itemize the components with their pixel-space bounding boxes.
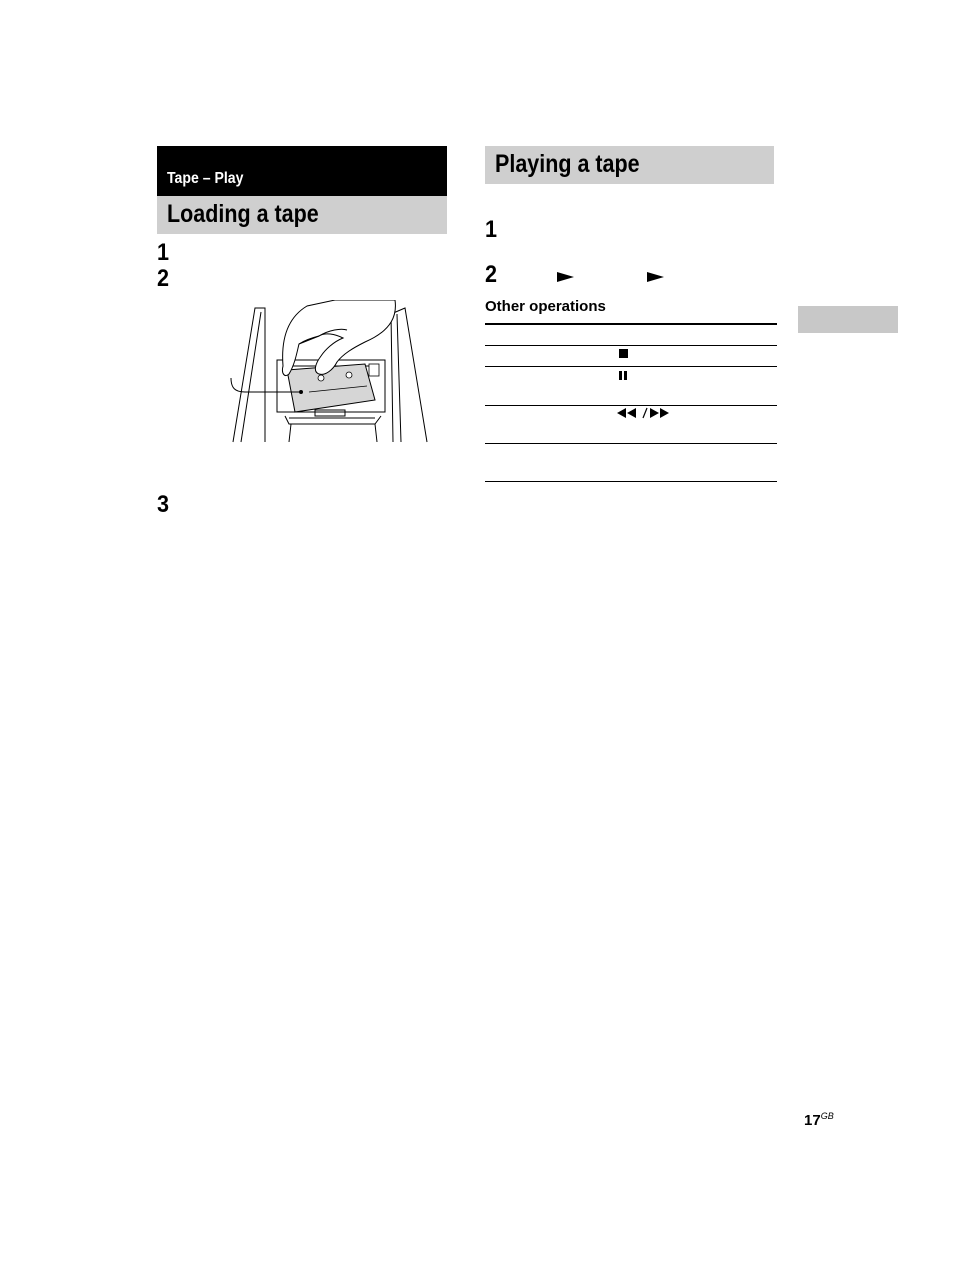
table-bottom-rule bbox=[485, 481, 777, 482]
section-label: Tape – Play bbox=[167, 170, 244, 187]
table-row-divider bbox=[485, 366, 777, 367]
loading-tape-title-bar bbox=[157, 196, 447, 234]
playing-step-1: 1 bbox=[485, 216, 498, 243]
cassette-loading-illustration bbox=[225, 300, 435, 446]
page-number-suffix: GB bbox=[820, 1111, 834, 1121]
other-operations-heading: Other operations bbox=[485, 298, 606, 315]
table-top-rule bbox=[485, 323, 777, 325]
chapter-side-tab bbox=[798, 306, 898, 333]
playing-tape-title: Playing a tape bbox=[495, 150, 640, 178]
stop-icon bbox=[619, 349, 628, 358]
rewind-fastforward-icon bbox=[617, 407, 671, 419]
loading-step-1: 1 bbox=[157, 239, 170, 266]
play-icon bbox=[557, 272, 574, 282]
playing-tape-title-bar bbox=[485, 146, 774, 184]
page-number bbox=[804, 1112, 834, 1129]
playing-step-2: 2 bbox=[485, 261, 498, 288]
loading-tape-title: Loading a tape bbox=[167, 200, 319, 228]
section-header-bar bbox=[157, 146, 447, 196]
table-row-divider bbox=[485, 443, 777, 444]
table-row-divider bbox=[485, 345, 777, 346]
play-icon bbox=[647, 272, 664, 282]
loading-step-2: 2 bbox=[157, 265, 170, 292]
page-number-value: 17 bbox=[804, 1112, 821, 1129]
table-row-divider bbox=[485, 405, 777, 406]
loading-step-3: 3 bbox=[157, 491, 170, 518]
